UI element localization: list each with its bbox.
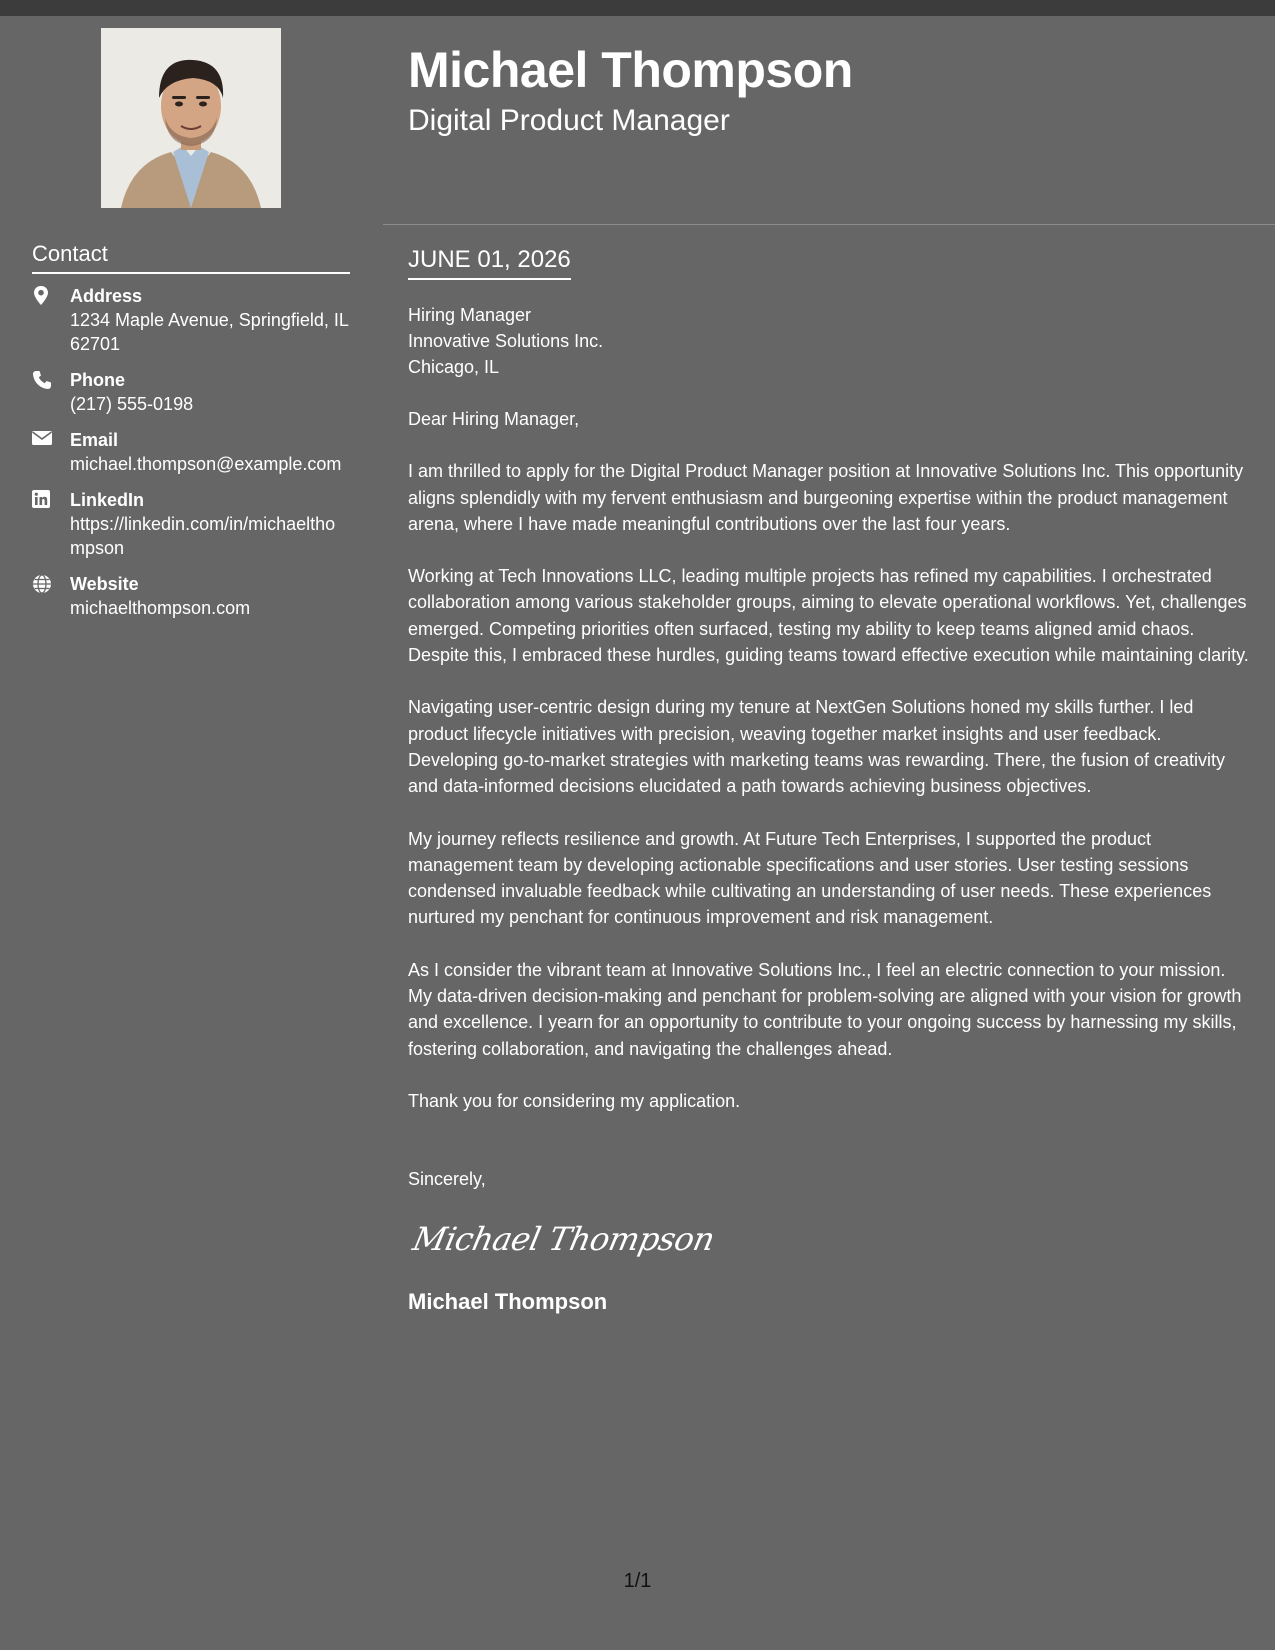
salutation: Dear Hiring Manager, <box>408 409 580 429</box>
page-indicator: 1/1 <box>623 1570 652 1592</box>
linkedin-icon <box>32 488 70 560</box>
globe-icon <box>32 572 70 620</box>
letter-date: JUNE 01, 2026 <box>408 244 571 280</box>
email-value[interactable]: michael.thompson@example.com <box>70 454 342 474</box>
profile-photo <box>101 28 281 208</box>
letter-paragraph: Thank you for considering my application. <box>408 1090 741 1111</box>
email-label: Email <box>70 430 119 450</box>
envelope-icon <box>32 428 70 476</box>
map-pin-icon <box>32 284 70 356</box>
address-label: Address <box>70 286 143 306</box>
website-label: Website <box>70 574 139 594</box>
contact-heading: Contact <box>32 240 350 274</box>
letter-body <box>408 302 1253 1317</box>
recipient-line: Hiring Manager <box>408 305 532 325</box>
letter-paragraph: As I consider the vibrant team at Innovative Solutions Inc., I feel an electric connection to your mission. My data-driven decision-making and penchant for problem-solving are aligned with your vision for growth and excellence. I yearn for an opportunity to contribute to your ongoing success by harnessing my skills, fostering collaboration, and navigating the challenges ahead. <box>408 959 1242 1059</box>
contact-list <box>32 284 350 632</box>
letter-paragraph: My journey reflects resilience and growth. At Future Tech Enterprises, I supported the product management team by developing actionable specifications and user stories. User testing sessions condensed invaluable feedback while cultivating an understanding of user needs. These experiences nurtured my penchant for continuous improvement and risk management. <box>408 828 1212 928</box>
letter-paragraph: Navigating user-centric design during my tenure at NextGen Solutions honed my skills further. I led product lifecycle initiatives with precision, weaving together market insights and user feedback. Developing go-to-market strategies with marketing teams was rewarding. There, the fusion of creativity and data-informed decisions elucidated a path towards achieving business objectives. <box>408 697 1226 797</box>
letter-paragraph: Working at Tech Innovations LLC, leading multiple projects has refined my capabilities. I orchestrated collaboration among various stakeholder groups, aiming to elevate operational workflows. Yet, challenges emerged. Competing priorities often surfaced, testing my ability to keep teams aligned amid chaos. Despite this, I embraced these hurdles, guiding teams toward effective execution while maintaining clarity. <box>408 566 1249 666</box>
signer-name: Michael Thompson <box>408 1288 608 1314</box>
closing: Sincerely, <box>408 1169 486 1190</box>
phone-value: (217) 555-0198 <box>70 394 194 414</box>
contact-address <box>32 284 350 356</box>
linkedin-value[interactable]: https://linkedin.com/in/michaelthompson <box>70 514 336 558</box>
linkedin-label: LinkedIn <box>70 490 145 510</box>
recipient-line: Innovative Solutions Inc. <box>408 331 604 351</box>
top-bar <box>0 0 1275 16</box>
phone-icon <box>32 368 70 416</box>
contact-website <box>32 572 350 620</box>
contact-phone <box>32 368 350 416</box>
phone-label: Phone <box>70 370 126 390</box>
letter-paragraph: I am thrilled to apply for the Digital Product Manager position at Innovative Solutions Inc. This opportunity aligns splendidly with my fervent enthusiasm and burgeoning expertise within the product management arena, where I have made meaningful contributions over the last four years. <box>408 461 1244 534</box>
recipient-line: Chicago, IL <box>408 357 500 377</box>
header-divider <box>383 224 1275 225</box>
recipient-block <box>408 302 1253 380</box>
address-value: 1234 Maple Avenue, Springfield, IL 62701 <box>70 310 349 354</box>
job-title: Digital Product Manager <box>408 104 730 137</box>
contact-linkedin <box>32 488 350 560</box>
contact-email <box>32 428 350 476</box>
website-value[interactable]: michaelthompson.com <box>70 598 251 618</box>
applicant-name: Michael Thompson <box>408 42 853 98</box>
handwritten-signature: Michael Thompson <box>409 1219 718 1258</box>
